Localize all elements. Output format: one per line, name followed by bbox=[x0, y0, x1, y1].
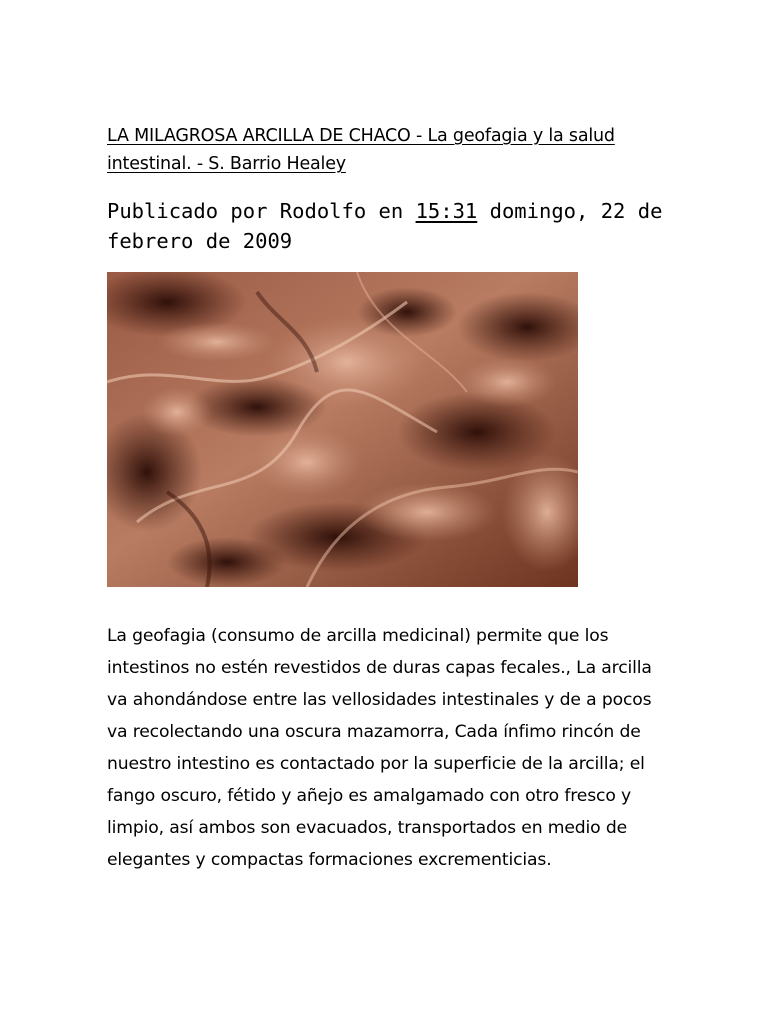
byline bbox=[107, 196, 687, 256]
article-title[interactable]: LA MILAGROSA ARCILLA DE CHACO - La geofagia y la salud intestinal. - S. Barrio Healey bbox=[107, 126, 615, 174]
byline-suffix: domingo, 22 de febrero de 2009 bbox=[107, 199, 663, 253]
byline-prefix: Publicado por Rodolfo en bbox=[107, 199, 416, 223]
post-time-link[interactable]: 15:31 bbox=[415, 199, 478, 223]
clay-texture-photo bbox=[107, 272, 578, 587]
article-body: La geofagia (consumo de arcilla medicinal) permite que los intestinos no estén revestidos de duras capas fecales., La arcilla va ahondándose entre las vellosidades intestinales y de a pocos va recolectando una oscura mazamorra, Cada ínfimo rincón de nuestro intestino es contactado por la superficie de la arcilla; el fango oscuro, fétido y añejo es amalgamado con otro fresco y limpio, así ambos son evacuados, transportados en medio de elegantes y compactas formaciones excrementicias. bbox=[107, 626, 652, 870]
